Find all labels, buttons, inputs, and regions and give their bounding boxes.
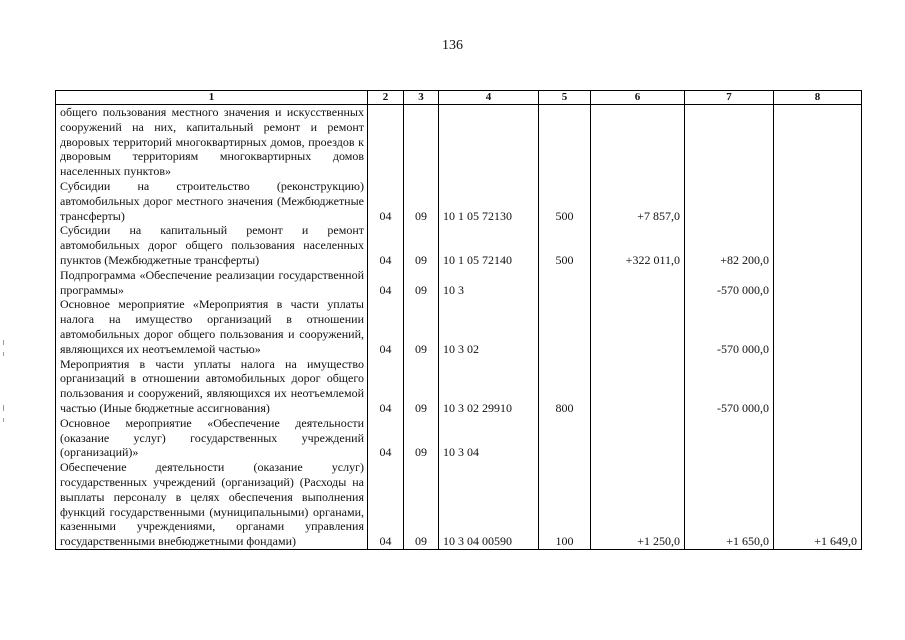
cell-amount-7: +1 650,0: [685, 460, 774, 549]
scan-mark: [3, 405, 4, 411]
cell-target-article: 10 1 05 72140: [439, 223, 539, 267]
cell-amount-7: +82 200,0: [685, 223, 774, 267]
cell-amount-6: +1 250,0: [591, 460, 685, 549]
row-name: Мероприятия в части уплаты налога на имущество организаций в отношении автомобильных дорог общего пользования и сооружений, являющихся их неотъемлемой частью (Иные бюджетные ассигнования): [56, 357, 368, 416]
cell-expense-type: [539, 105, 591, 179]
table-row: [56, 357, 862, 416]
cell-amount-6: [591, 416, 685, 460]
column-header: 8: [774, 91, 862, 105]
column-header: 1: [56, 91, 368, 105]
cell-subsection: 09: [404, 268, 439, 298]
cell-amount-8: [774, 105, 862, 179]
column-header: 2: [368, 91, 404, 105]
scan-mark: [3, 418, 4, 422]
cell-amount-8: [774, 357, 862, 416]
cell-section: 04: [368, 357, 404, 416]
cell-amount-6: [591, 357, 685, 416]
cell-section: 04: [368, 416, 404, 460]
cell-subsection: 09: [404, 179, 439, 223]
cell-amount-8: [774, 223, 862, 267]
row-name: Обеспечение деятельности (оказание услуг) государственных учреждений (организаций) (Расходы на выплаты персоналу в целях обеспечения выполнения функций государственными (муниципальными) органами, казенными учреждениями, органами управления государственными внебюджетными фондами): [56, 460, 368, 549]
cell-expense-type: [539, 416, 591, 460]
cell-amount-7: -570 000,0: [685, 357, 774, 416]
cell-section: 04: [368, 223, 404, 267]
cell-amount-7: -570 000,0: [685, 297, 774, 356]
cell-subsection: 09: [404, 460, 439, 549]
column-header: 7: [685, 91, 774, 105]
column-header: 5: [539, 91, 591, 105]
row-name: Субсидии на строительство (реконструкцию) автомобильных дорог местного значения (Межбюджетные трансферты): [56, 179, 368, 223]
row-name: общего пользования местного значения и искусственных сооружений на них, капитальный ремонт и ремонт дворовых территорий многоквартирных домов, проездов к дворовым территориям многоквартирных домов населенных пунктов»: [56, 105, 368, 179]
cell-expense-type: 500: [539, 179, 591, 223]
cell-amount-7: [685, 105, 774, 179]
cell-amount-8: [774, 416, 862, 460]
table-row: [56, 416, 862, 460]
cell-target-article: 10 3: [439, 268, 539, 298]
table-row: [56, 268, 862, 298]
cell-amount-6: [591, 297, 685, 356]
cell-expense-type: 800: [539, 357, 591, 416]
cell-section: 04: [368, 460, 404, 549]
cell-target-article: 10 1 05 72130: [439, 179, 539, 223]
cell-amount-7: [685, 179, 774, 223]
row-name: Субсидии на капитальный ремонт и ремонт автомобильных дорог общего пользования населенных пунктов (Межбюджетные трансферты): [56, 223, 368, 267]
table-row: [56, 460, 862, 549]
cell-section: 04: [368, 297, 404, 356]
cell-amount-8: [774, 297, 862, 356]
table-row: [56, 223, 862, 267]
cell-subsection: 09: [404, 297, 439, 356]
cell-amount-8: [774, 268, 862, 298]
cell-target-article: 10 3 02 29910: [439, 357, 539, 416]
cell-target-article: [439, 105, 539, 179]
column-header: 4: [439, 91, 539, 105]
cell-target-article: 10 3 04 00590: [439, 460, 539, 549]
cell-subsection: 09: [404, 223, 439, 267]
cell-subsection: 09: [404, 416, 439, 460]
cell-amount-7: [685, 416, 774, 460]
cell-section: 04: [368, 268, 404, 298]
page-number: 136: [442, 38, 463, 53]
cell-expense-type: [539, 297, 591, 356]
header-row: [56, 91, 862, 105]
table-row: [56, 297, 862, 356]
cell-section: 04: [368, 179, 404, 223]
cell-expense-type: [539, 268, 591, 298]
table-row: [56, 105, 862, 179]
row-name: Подпрограмма «Обеспечение реализации государственной программы»: [56, 268, 368, 298]
cell-amount-6: [591, 268, 685, 298]
scan-mark: [3, 352, 4, 356]
cell-amount-8: +1 649,0: [774, 460, 862, 549]
cell-section: [368, 105, 404, 179]
table-row: [56, 179, 862, 223]
cell-amount-8: [774, 179, 862, 223]
budget-table: [55, 90, 862, 550]
column-header: 3: [404, 91, 439, 105]
scan-mark: [3, 340, 4, 345]
cell-amount-7: -570 000,0: [685, 268, 774, 298]
row-name: Основное мероприятие «Мероприятия в части уплаты налога на имущество организаций в отношении автомобильных дорог общего пользования и сооружений, являющихся их неотъемлемой частью»: [56, 297, 368, 356]
cell-target-article: 10 3 02: [439, 297, 539, 356]
cell-amount-6: [591, 105, 685, 179]
cell-expense-type: 100: [539, 460, 591, 549]
cell-amount-6: +322 011,0: [591, 223, 685, 267]
cell-subsection: [404, 105, 439, 179]
cell-amount-6: +7 857,0: [591, 179, 685, 223]
cell-target-article: 10 3 04: [439, 416, 539, 460]
cell-expense-type: 500: [539, 223, 591, 267]
cell-subsection: 09: [404, 357, 439, 416]
row-name: Основное мероприятие «Обеспечение деятельности (оказание услуг) государственных учреждений (организаций)»: [56, 416, 368, 460]
column-header: 6: [591, 91, 685, 105]
